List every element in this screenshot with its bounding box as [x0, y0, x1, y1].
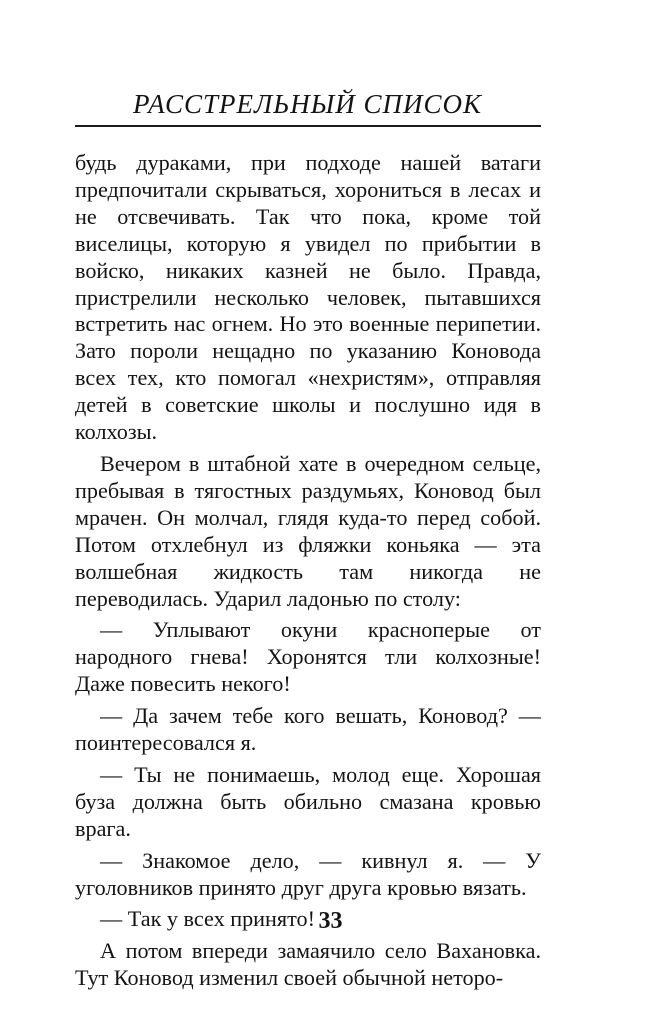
- dialogue-line: — Ты не понимаешь, молод еще. Хорошая буза должна быть обильно смазана кровью врага.: [75, 761, 541, 841]
- dialogue-line: — Да зачем тебе кого вешать, Коновод? — поинтересовался я.: [75, 703, 541, 756]
- page-body: [75, 150, 541, 992]
- paragraph: Вечером в штабной хате в очередном сельце, пребывая в тягостных раздумьях, Коновод был мрачен. Он молчал, глядя куда-то перед собой. Потом отхлебнул из фляжки коньяка — эта волшебная жидкость там никогда не переводилась. Ударил ладонью по столу:: [75, 450, 541, 611]
- running-title: РАССТРЕЛЬНЫЙ СПИСОК: [133, 89, 482, 119]
- paragraph: А потом впереди замаячило село Вахановка. Тут Коновод изменил своей обычной неторо-: [75, 938, 541, 991]
- dialogue-line: — Знакомое дело, — кивнул я. — У уголовников принято друг друга кровью вязать.: [75, 847, 541, 900]
- paragraph-continued: будь дураками, при подходе нашей ватаги предпочитали скрываться, хорониться в лесах и не отсвечивать. Так что пока, кроме той виселицы, которую я увидел по прибытии в войско, никаких казней не было. Правда, пристрелили несколько человек, пытавшихся встретить нас огнем. Но это военные перипетии. Зато пороли нещадно по указанию Коновода всех тех, кто помогал «нехристям», отправляя детей в советские школы и послушно идя в колхозы.: [75, 150, 541, 445]
- header-rule: [75, 125, 541, 127]
- page-number: 33: [318, 908, 343, 934]
- dialogue-line: — Так у всех принято!: [100, 906, 316, 932]
- dialogue-line: — Уплывают окуни красноперые от народного гнева! Хоронятся тли колхозные! Даже повесить некого!: [75, 617, 541, 697]
